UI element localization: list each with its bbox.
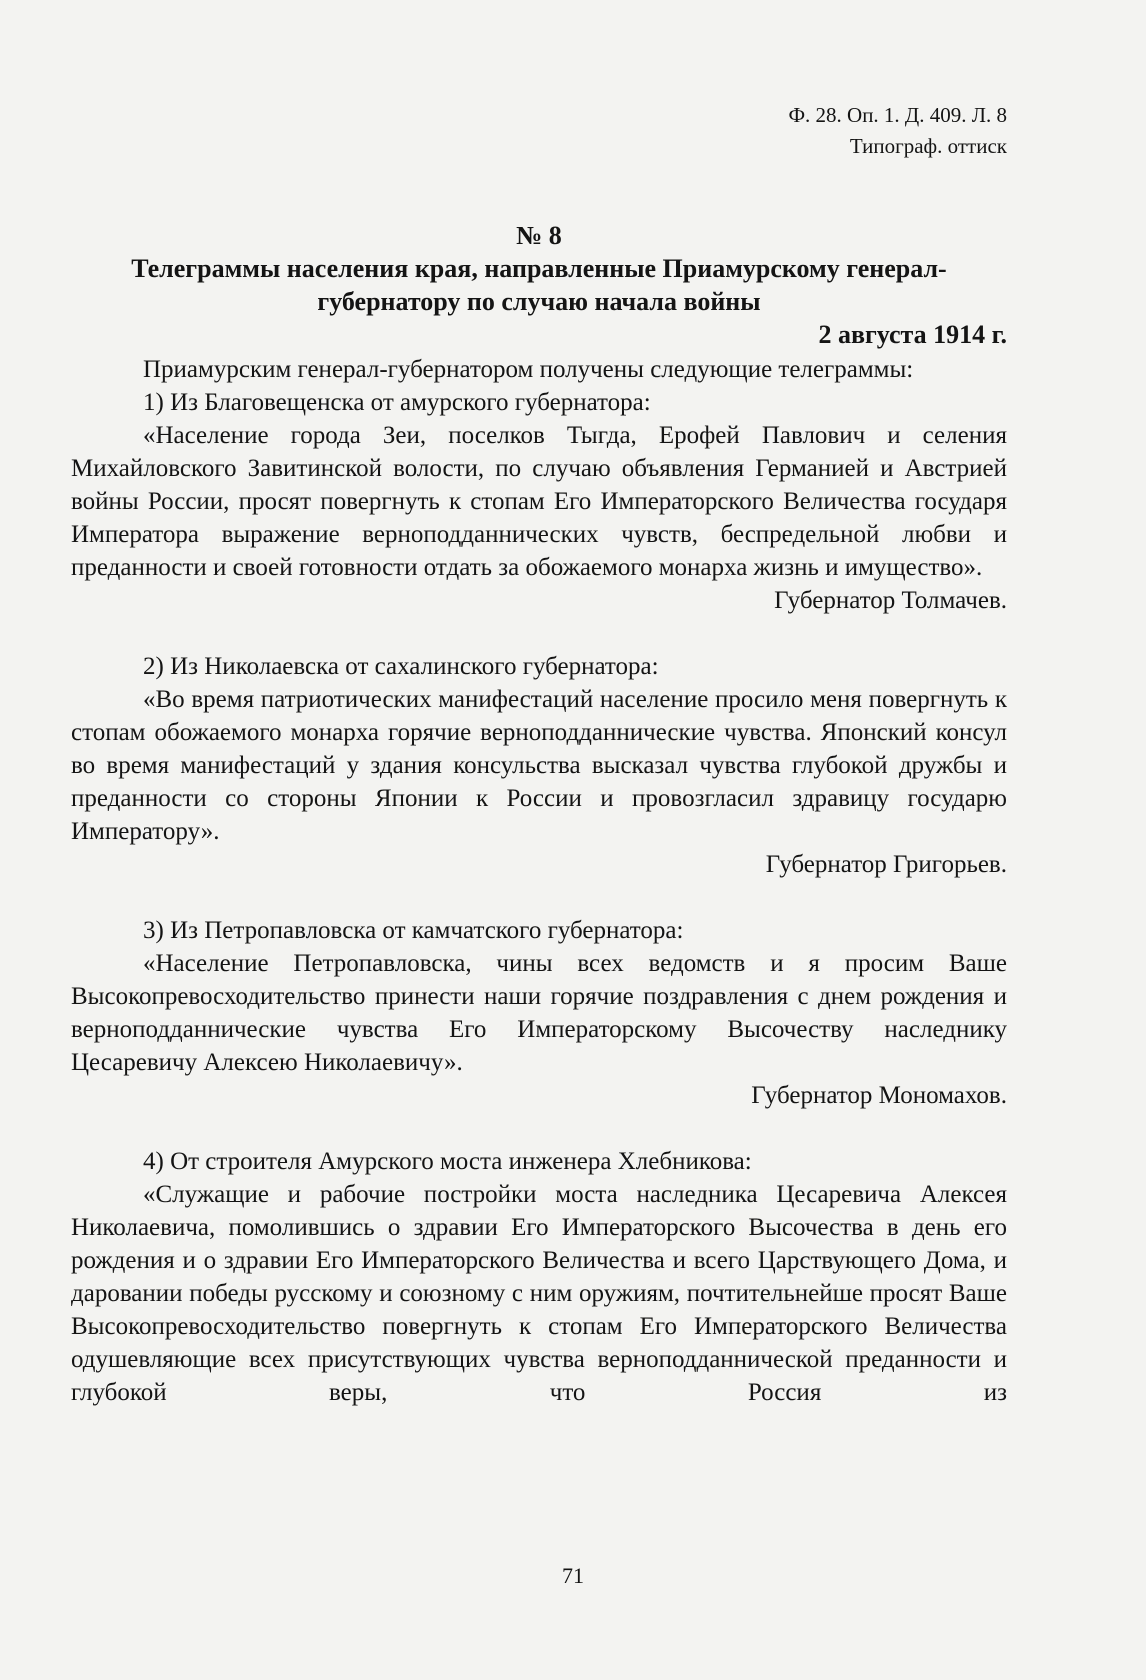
telegram-signature: Губернатор Толмачев. — [774, 587, 1007, 614]
telegram-heading: 1) Из Благовещенска от амурского губернатора: — [143, 389, 651, 416]
telegram-text: «Во время патриотических манифестаций население просило меня повергнуть к стопам обожаемого монарха горячие верноподданнические чувства. Японский консул во время манифестаций у здания консульства высказал чувства глубокой дружбы и преданности со стороны Японии к России и провозгласил здравицу государю Императору». — [71, 686, 1007, 845]
archive-ref-type: Типограф. оттиск — [849, 134, 1007, 158]
document-number: № 8 — [516, 221, 562, 250]
document-date: 2 августа 1914 г. — [818, 320, 1007, 349]
telegram-heading: 3) Из Петропавловска от камчатского губернатора: — [143, 917, 684, 944]
telegram-text: «Служащие и рабочие постройки моста наследника Цесаревича Алексея Николаевича, помолившись о здравии Его Императорского Высочества в день его рождения и о здравии Его Императорского Величества и всего Царствующего Дома, и даровании победы русскому и союзному с ним оружиям, почтительнейше просят Ваше Высокопревосходительство повергнуть к стопам Его Императорского Величества одушевляющие всех присутствующих чувства верноподданнической преданности и глубокой веры, что Россия из — [71, 1181, 1007, 1406]
telegram-signature: Губернатор Мономахов. — [751, 1082, 1007, 1109]
page-number: 71 — [562, 1563, 584, 1588]
archive-ref-line: Ф. 28. Оп. 1. Д. 409. Л. 8 — [788, 103, 1007, 127]
telegram-text: «Население Петропавловска, чины всех ведомств и я просим Ваше Высокопревосходительство принести наши горячие поздравления с днем рождения и верноподданнические чувства Его Императорскому Высочеству наследнику Цесаревичу Алексею Николаевичу». — [71, 950, 1007, 1076]
document-title: Телеграммы населения края, направленные Приамурскому генерал-губернатору по случаю начала войны — [131, 254, 947, 316]
telegram-heading: 4) От строителя Амурского моста инженера Хлебникова: — [143, 1148, 752, 1175]
document-body — [71, 219, 1007, 1409]
telegram-heading: 2) Из Николаевска от сахалинского губернатора: — [143, 653, 659, 680]
telegram-signature: Губернатор Григорьев. — [765, 851, 1007, 878]
intro-paragraph: Приамурским генерал-губернатором получены следующие телеграммы: — [143, 356, 914, 383]
archive-reference — [788, 100, 1007, 162]
telegram-text: «Население города Зеи, поселков Тыгда, Ерофей Павлович и селения Михайловского Завитинской волости, по случаю объявления Германией и Австрией войны России, просят повергнуть к стопам Его Императорского Величества государя Императора выражение верноподданнических чувств, беспредельной любви и преданности и своей готовности отдать за обожаемого монарха жизнь и имущество». — [71, 422, 1007, 581]
